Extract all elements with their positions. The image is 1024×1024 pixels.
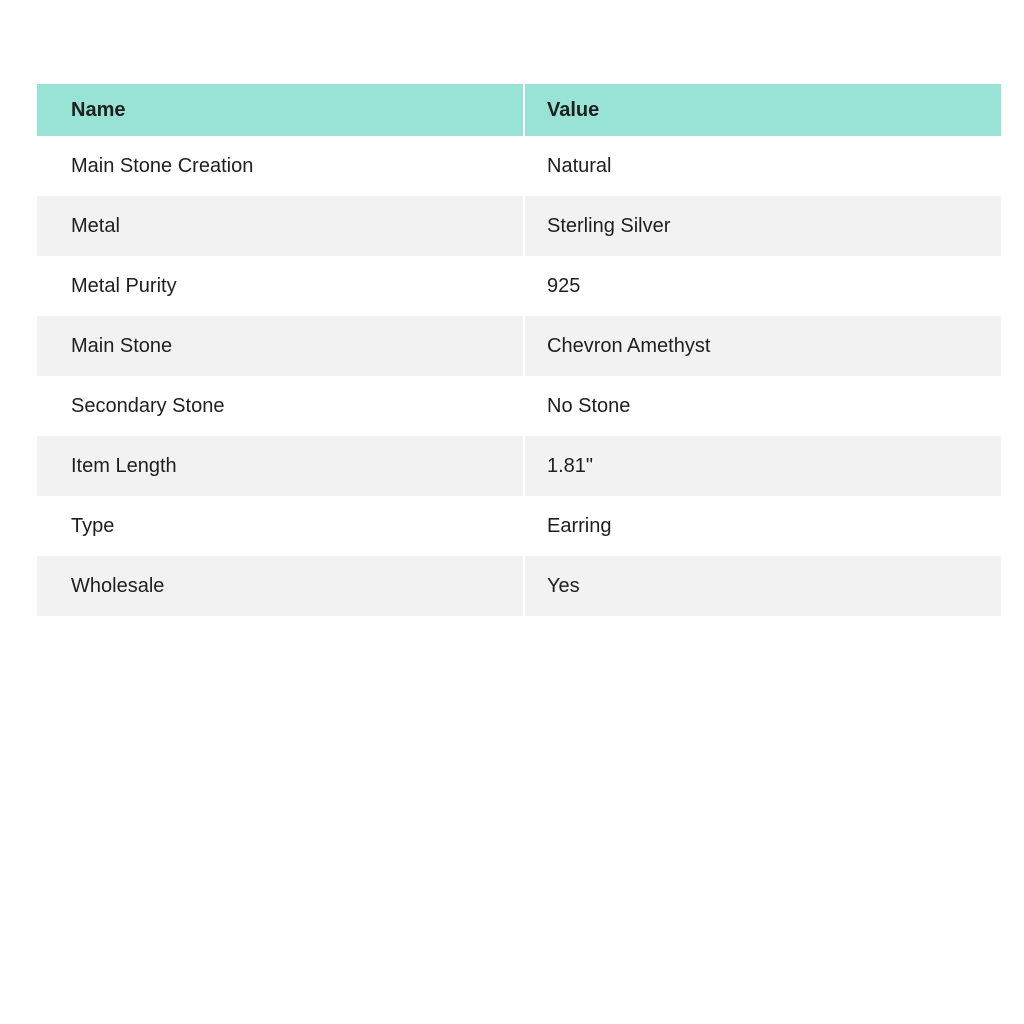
- attribute-value: 925: [547, 274, 581, 297]
- product-attributes-section: [37, 84, 1001, 616]
- attribute-name: Item Length: [37, 436, 524, 496]
- attribute-name: Wholesale: [37, 556, 524, 616]
- attribute-value: Yes: [547, 574, 580, 597]
- table-row: [37, 136, 1001, 196]
- attribute-value: 1.81": [547, 454, 594, 477]
- attribute-name: Metal Purity: [37, 256, 524, 316]
- table-row: [37, 556, 1001, 616]
- attribute-name: Main Stone Creation: [37, 136, 524, 196]
- header-value: Value: [524, 84, 1001, 136]
- attribute-value: Natural: [547, 154, 612, 177]
- attribute-name: Metal: [37, 196, 524, 256]
- attribute-name: Secondary Stone: [37, 376, 524, 436]
- attribute-name: Type: [37, 496, 524, 556]
- attribute-name: Main Stone: [37, 316, 524, 376]
- table-row: [37, 436, 1001, 496]
- table-body: [37, 136, 1001, 616]
- attribute-value: Earring: [547, 514, 612, 537]
- attributes-table: [37, 84, 1001, 616]
- table-header: [37, 84, 1001, 136]
- attribute-value: Chevron Amethyst: [547, 334, 711, 357]
- header-row: [37, 84, 1001, 136]
- attribute-value: No Stone: [547, 394, 631, 417]
- table-row: [37, 196, 1001, 256]
- table-row: [37, 376, 1001, 436]
- table-row: [37, 496, 1001, 556]
- attribute-value: Sterling Silver: [547, 214, 671, 237]
- table-row: [37, 316, 1001, 376]
- header-name: Name: [37, 84, 524, 136]
- table-row: [37, 256, 1001, 316]
